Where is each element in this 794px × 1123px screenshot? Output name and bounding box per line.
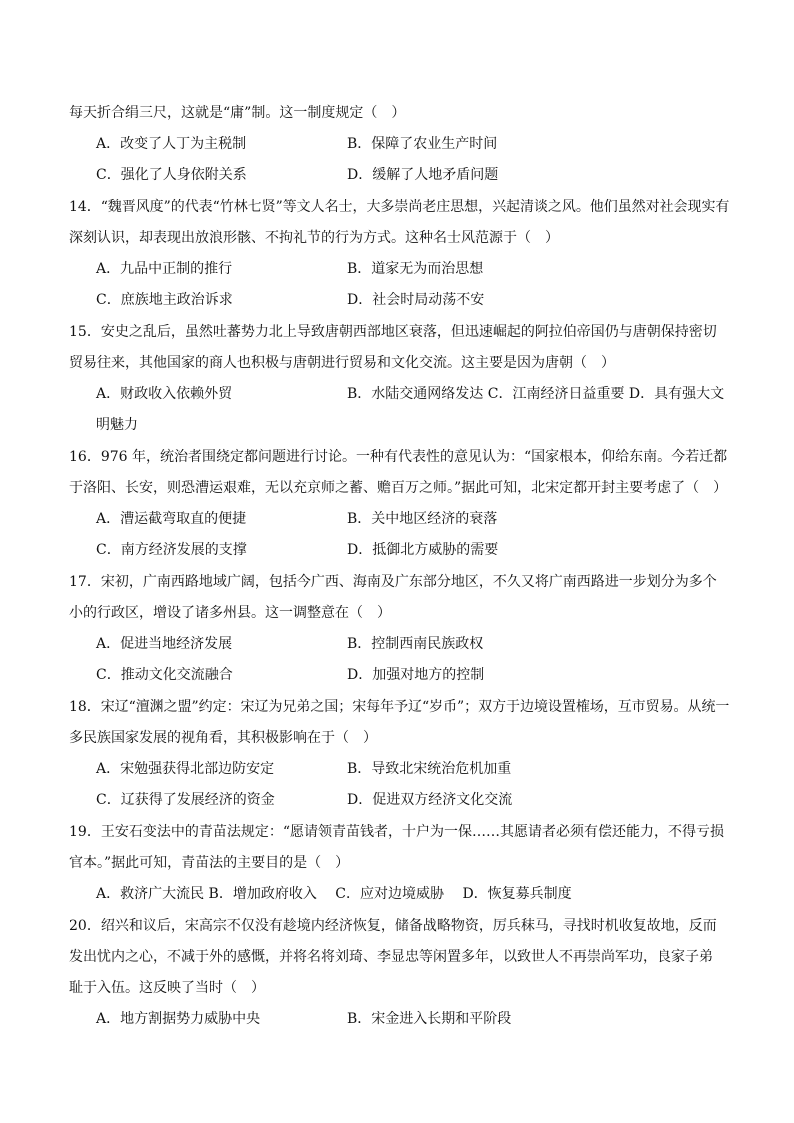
q13-option-c: C．强化了人身依附关系 bbox=[96, 167, 247, 183]
q15-option-d-continued: 明魅力 bbox=[96, 417, 138, 433]
q20-option-b: B．宋金进入长期和平阶段 bbox=[347, 1011, 512, 1027]
q19-stem-line-2: 官本。”据此可知，青苗法的主要目的是（ ） bbox=[69, 855, 350, 871]
q18-stem-line-2: 多民族国家发展的视角看，其积极影响在于（ ） bbox=[69, 730, 377, 746]
q18-option-a: A．宋勉强获得北部边防安定 bbox=[96, 761, 275, 777]
q14-stem-line-2: 深刻认识，却表现出放浪形骸、不拘礼节的行为方式。这种名士风范源于（ ） bbox=[69, 230, 559, 246]
q16-stem-line-1: 16．976 年，统治者围绕定都问题进行讨论。一种有代表性的意见认为：“国家根本，仰给东南。今若迁都 bbox=[69, 449, 728, 465]
q13-option-b: B．保障了农业生产时间 bbox=[347, 136, 498, 152]
q20-stem-line-1: 20．绍兴和议后，宋高宗不仅没有趁境内经济恢复，储备战略物资，厉兵秣马，寻找时机收复故地，反而 bbox=[69, 918, 717, 934]
q17-option-b: B．控制西南民族政权 bbox=[347, 636, 484, 652]
q19-stem-line-1: 19．王安石变法中的青苗法规定：“愿请领青苗钱者，十户为一保……其愿请者必须有偿还能力，不得亏损 bbox=[69, 824, 724, 840]
q14-option-a: A．九品中正制的推行 bbox=[96, 261, 233, 277]
q16-option-d: D．抵御北方威胁的需要 bbox=[347, 542, 499, 558]
q16-option-c: C．南方经济发展的支撑 bbox=[96, 542, 247, 558]
q20-stem-line-2: 发出忧内之心，不减于外的感慨，并将名将刘琦、李显忠等闲置多年，以致世人不再崇尚军功，良家子弟 bbox=[69, 949, 713, 965]
q16-option-b: B．关中地区经济的衰落 bbox=[347, 511, 498, 527]
q17-option-d: D．加强对地方的控制 bbox=[347, 667, 485, 683]
q17-stem-line-2: 小的行政区，增设了诸多州县。这一调整意在（ ） bbox=[69, 605, 391, 621]
q18-option-d: D．促进双方经济文化交流 bbox=[347, 792, 513, 808]
q18-option-c: C．辽获得了发展经济的资金 bbox=[96, 792, 275, 808]
q15-stem-line-1: 15．安史之乱后，虽然吐蕃势力北上导致唐朝西部地区衰落，但迅速崛起的阿拉伯帝国仍与唐朝保持密切 bbox=[69, 324, 717, 340]
q20-stem-line-3: 耻于入伍。这反映了当时（ ） bbox=[69, 980, 265, 996]
q15-stem-line-2: 贸易往来，其他国家的商人也积极与唐朝进行贸易和文化交流。这主要是因为唐朝（ ） bbox=[69, 355, 615, 371]
q17-stem-line-1: 17．宋初，广南西路地域广阔，包括今广西、海南及广东部分地区，不久又将广南西路进一步划分为多个 bbox=[69, 574, 717, 590]
q16-stem-line-2: 于洛阳、长安，则恐漕运艰难，无以充京师之蓄、赡百万之师。”据此可知，北宋定都开封主要考虑了（ ） bbox=[69, 480, 728, 496]
q16-option-a: A．漕运截弯取直的便捷 bbox=[96, 511, 247, 527]
q13-option-d: D．缓解了人地矛盾问题 bbox=[347, 167, 499, 183]
q13-stem-line: 每天折合绢三尺，这就是“庸”制。这一制度规定（ ） bbox=[69, 105, 406, 121]
q17-option-c: C．推动文化交流融合 bbox=[96, 667, 233, 683]
q15-options-bcd: B．水陆交通网络发达 C．江南经济日益重要 D．具有强大文 bbox=[347, 386, 725, 402]
q14-stem-line-1: 14．“魏晋风度”的代表“竹林七贤”等文人名士，大多崇尚老庄思想，兴起清谈之风。他们虽然对社会现实有 bbox=[69, 199, 730, 215]
q17-option-a: A．促进当地经济发展 bbox=[96, 636, 233, 652]
q14-option-b: B．道家无为而治思想 bbox=[347, 261, 484, 277]
q13-option-a: A．改变了人丁为主税制 bbox=[96, 136, 247, 152]
q15-option-a: A．财政收入依赖外贸 bbox=[96, 386, 233, 402]
q18-option-b: B．导致北宋统治危机加重 bbox=[347, 761, 512, 777]
q19-options: A．救济广大流民 B．增加政府收入 C．应对边境威胁 D．恢复募兵制度 bbox=[96, 886, 572, 902]
q20-option-a: A．地方割据势力威胁中央 bbox=[96, 1011, 261, 1027]
q14-option-c: C．庶族地主政治诉求 bbox=[96, 292, 233, 308]
q18-stem-line-1: 18．宋辽“澶渊之盟”约定：宋辽为兄弟之国；宋每年予辽“岁币”；双方于边境设置榷场，互市贸易。从统一 bbox=[69, 699, 730, 715]
q14-option-d: D．社会时局动荡不安 bbox=[347, 292, 485, 308]
